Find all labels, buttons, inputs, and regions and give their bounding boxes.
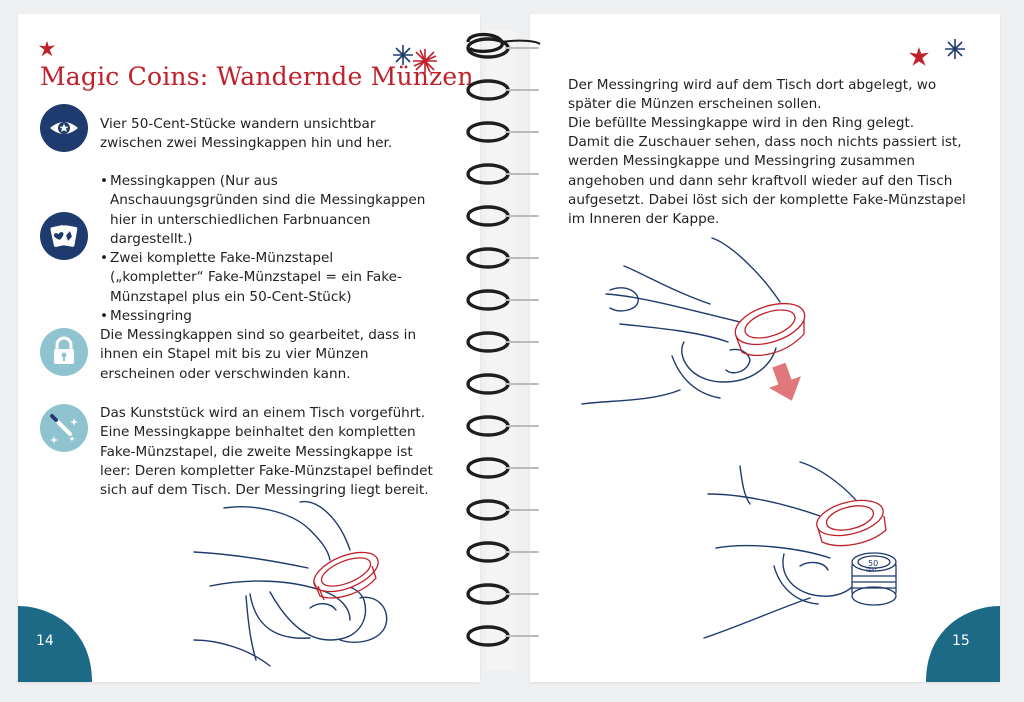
- hand-with-coin-illustration: [190, 490, 430, 670]
- materials-list: [100, 172, 430, 326]
- cards-icon: [40, 212, 88, 260]
- coin-value: 50: [868, 559, 879, 568]
- hand-with-coins-illustration: [700, 458, 940, 648]
- spiral-rings: [458, 34, 548, 670]
- star-decoration-icon: [908, 46, 930, 68]
- eye-icon: [40, 104, 88, 152]
- list-item: • Messingkappen (Nur aus Anschauungsgründen sind die Messingkappen hier in unterschiedlichen Farbnuancen dargestellt.): [100, 172, 430, 249]
- list-item: • Zwei komplette Fake-Münzstapel („kompletter“ Fake-Münzstapel = ein Fake-Münzstapel plus ein 50-Cent-Stück): [100, 249, 430, 307]
- page-number: 15: [952, 633, 970, 649]
- lock-icon: [40, 328, 88, 376]
- step-text-2: Die befüllte Messingkappe wird in den Ring gelegt.: [568, 115, 915, 131]
- performance-text: Das Kunststück wird an einem Tisch vorgeführt. Eine Messingkappe beinhaltet den kompletten Fake-Münzstapel, die zweite Messingkappe ist leer: Deren kompletter Fake-Münzstapel befindet sich auf dem Tisch. Der Messingring liegt bereit.: [100, 405, 433, 499]
- page-title: Magic Coins: Wandernde Münzen: [40, 62, 474, 91]
- intro-text: Vier 50-Cent-Stücke wandern unsichtbar zwischen zwei Messingkappen hin und her.: [100, 116, 393, 152]
- magic-wand-icon: [40, 404, 88, 452]
- step-text-3: Damit die Zuschauer sehen, dass noch nichts passiert ist, werden Messingkappe und Messingring zusammen angehoben und dann sehr kraftvoll wieder auf den Tisch aufgesetzt. Dabei löst sich der komplette Fake-Münzstapel im Inneren der Kappe.: [568, 134, 966, 228]
- secret-text: Die Messingkappen sind so gearbeitet, dass in ihnen ein Stapel mit bis zu vier Münzen erscheinen oder verschwinden kann.: [100, 327, 417, 382]
- step-text-1: Der Messingring wird auf dem Tisch dort abgelegt, wo später die Münzen erscheinen sollen.: [568, 77, 937, 113]
- starburst-decoration-icon: [944, 38, 966, 60]
- star-decoration-icon: [38, 40, 56, 58]
- page-number: 14: [36, 633, 54, 649]
- list-item: • Messingring: [100, 307, 430, 326]
- coin-unit: CENT: [866, 568, 877, 573]
- page-number-tab: [18, 606, 92, 682]
- hand-lifting-cap-illustration: [580, 232, 820, 412]
